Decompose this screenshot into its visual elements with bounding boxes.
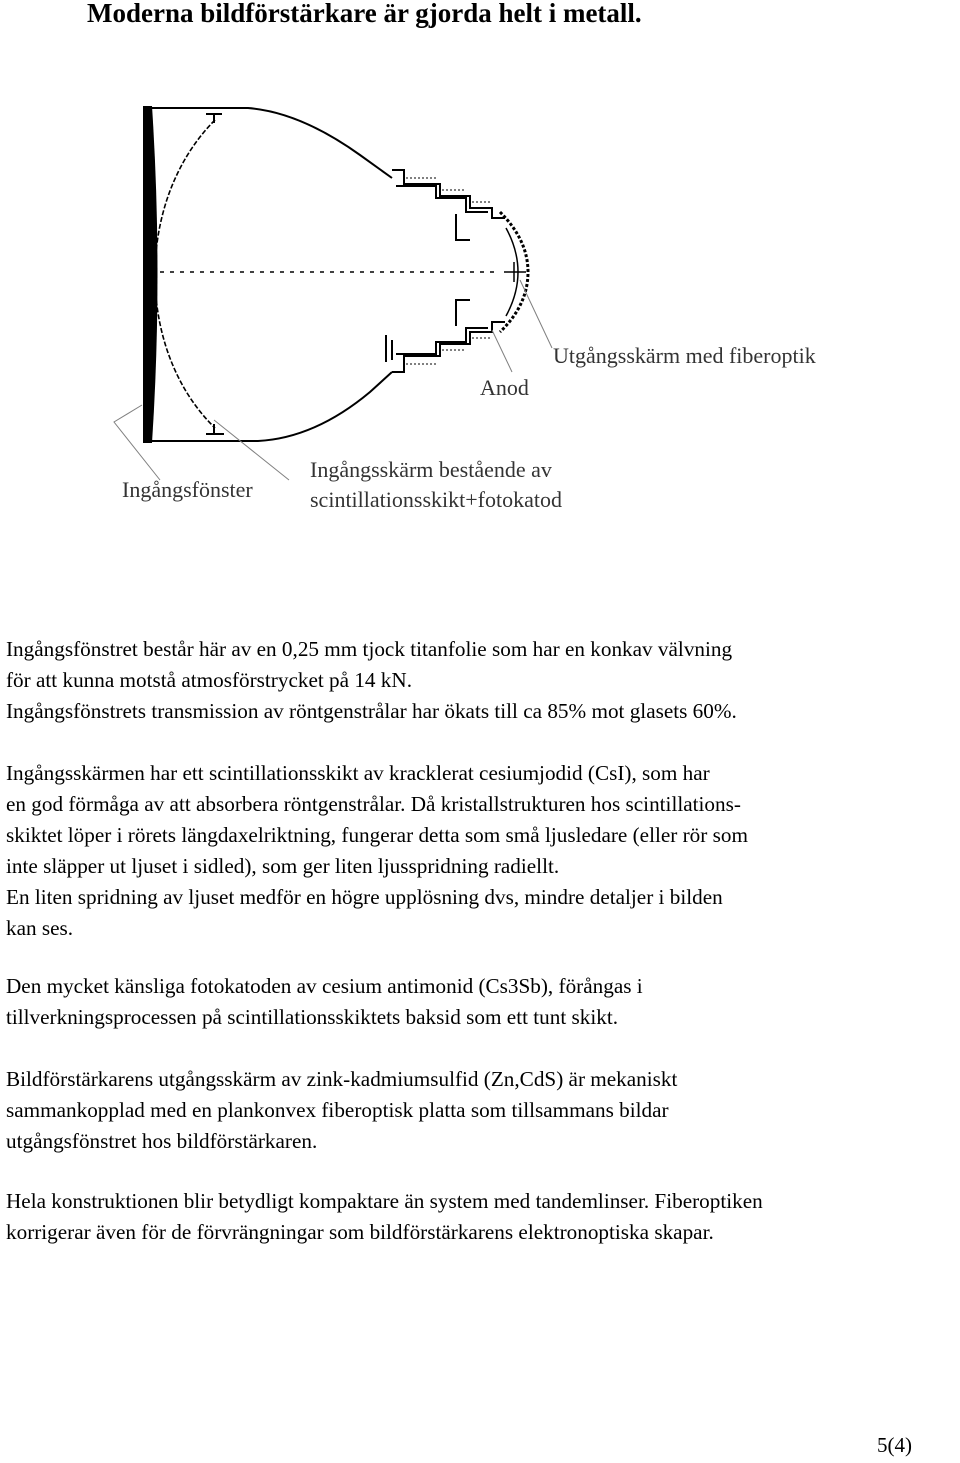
input-screen-top-tick [206, 114, 222, 123]
label-output-screen: Utgångsskärm med fiberoptik [553, 343, 816, 368]
text-line: sammankopplad med en plankonvex fiberoptisk platta som tillsammans bildar [6, 1098, 669, 1122]
text-line: för att kunna motstå atmosförstrycket på 14 kN. [6, 668, 412, 692]
page-title: Moderna bildförstärkare är gjorda helt i metall. [87, 0, 642, 28]
anode-stack [386, 170, 505, 372]
text-line: Den mycket känsliga fotokatoden av cesium antimonid (Cs3Sb), förångas i [6, 974, 643, 998]
image-intensifier-diagram [0, 80, 960, 540]
label-input-window: Ingångsfönster [122, 477, 253, 502]
text-line: Hela konstruktionen blir betydligt kompaktare än system med tandemlinser. Fiberoptiken [6, 1189, 763, 1213]
paragraph-input-window [6, 634, 956, 727]
text-line: kan ses. [6, 916, 74, 940]
text-line: Ingångsskärmen har ett scintillationsskikt av kracklerat cesiumjodid (CsI), som har [6, 761, 710, 785]
text-line: Ingångsfönstrets transmission av röntgenstrålar har ökats till ca 85% mot glasets 60%. [6, 699, 737, 723]
paragraph-photocathode [6, 971, 956, 1033]
paragraph-output-screen [6, 1064, 956, 1157]
text-line: en god förmåga av att absorbera röntgenstrålar. Då kristallstrukturen hos scintillations- [6, 792, 741, 816]
label-input-screen-line1: Ingångsskärm bestående av [310, 457, 552, 482]
output-screen-cross [504, 262, 526, 282]
housing-top [152, 108, 392, 178]
text-line: utgångsfönstret hos bildförstärkaren. [6, 1129, 318, 1153]
input-screen-curve [155, 120, 215, 428]
text-line: tillverkningsprocessen på scintillationsskiktets baksid som ett tunt skikt. [6, 1005, 619, 1029]
page-number: 5(4) [877, 1433, 912, 1457]
text-line: skiktet löper i rörets längdaxelriktning, fungerar detta som små ljusledare (eller rör som [6, 823, 748, 847]
text-line: Bildförstärkarens utgångsskärm av zink-kadmiumsulfid (Zn,CdS) är mekaniskt [6, 1067, 678, 1091]
text-line: korrigerar även för de förvrängningar som bildförstärkarens elektronoptiska skapar. [6, 1220, 714, 1244]
label-anode: Anod [480, 375, 529, 400]
text-line: inte släpper ut ljuset i sidled), som ger liten ljusspridning radiellt. [6, 854, 560, 878]
text-line: En liten spridning av ljuset medför en högre upplösning dvs, mindre detaljer i bilden [6, 885, 723, 909]
anode-hatch [406, 178, 490, 364]
paragraph-construction [6, 1186, 956, 1248]
label-input-screen-line2: scintillationsskikt+fotokatod [310, 487, 562, 512]
paragraph-input-screen [6, 758, 956, 944]
text-line: Ingångsfönstret består här av en 0,25 mm tjock titanfolie som har en konkav välvning [6, 637, 733, 661]
housing-bottom [152, 372, 392, 441]
